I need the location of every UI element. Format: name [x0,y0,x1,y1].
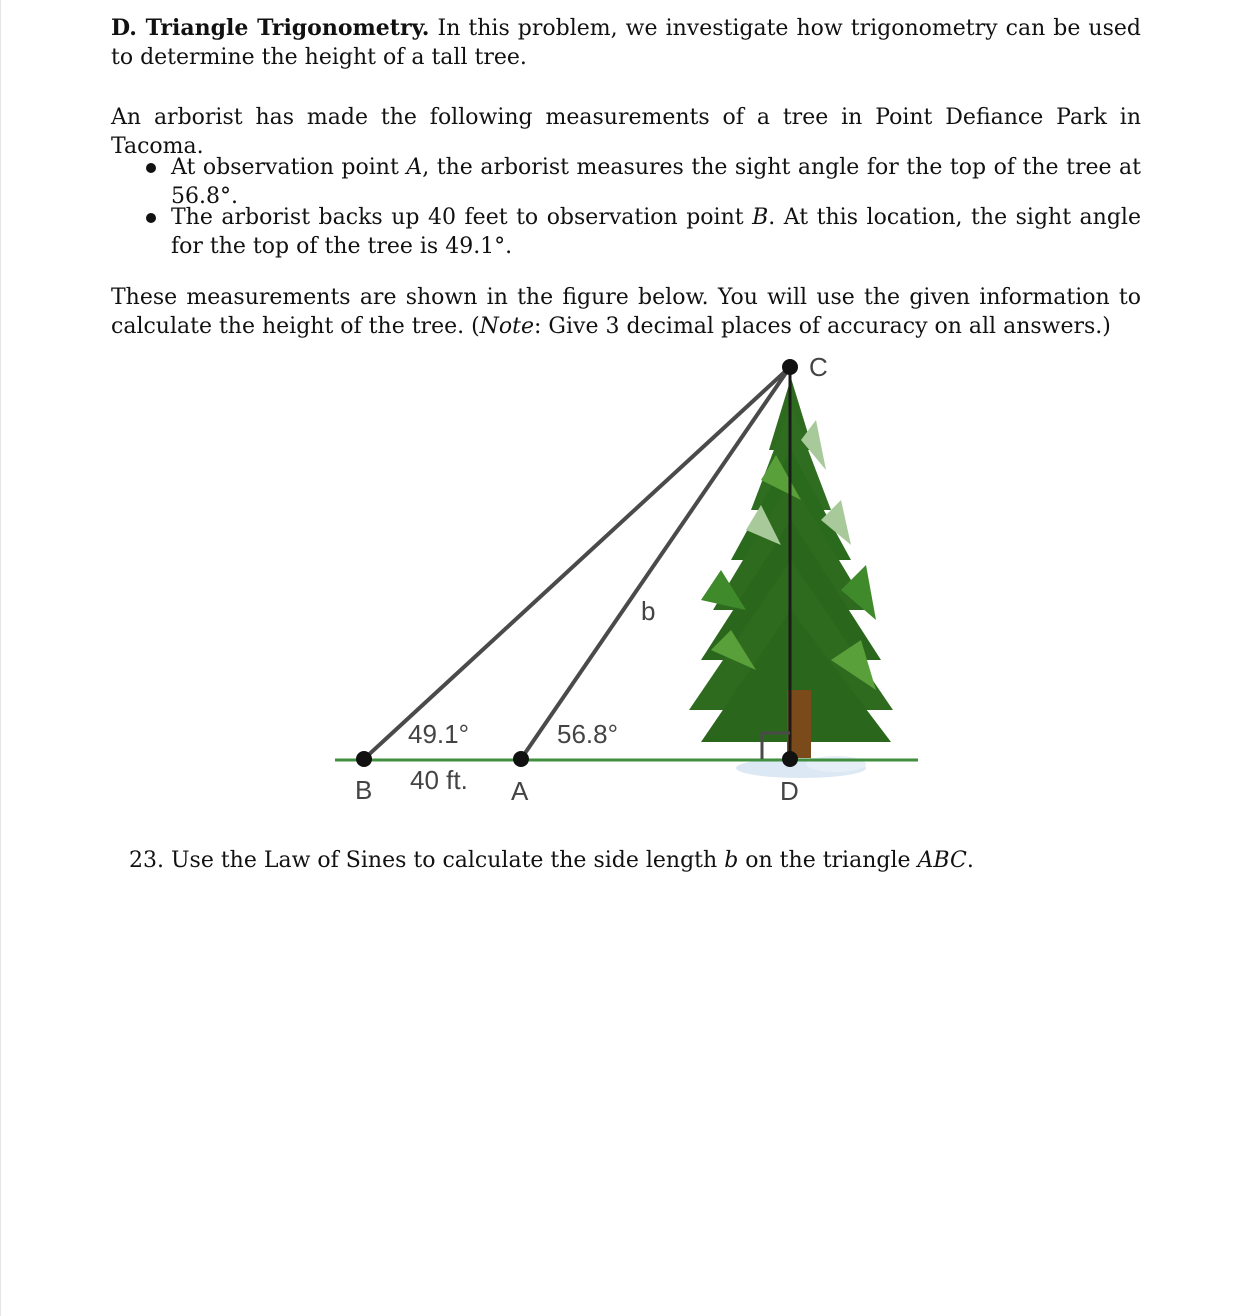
question-variable: b [724,848,739,873]
measurements-intro: An arborist has made the following measurements of a tree in Point Defiance Park in Tacoma. [111,105,1141,159]
bullet-variable: A [406,155,423,180]
question-23 [129,846,1129,875]
label-D: D [780,776,799,806]
question-number: 23. [129,848,164,873]
section-intro-text: In this problem, we investigate how trigonometry can be used to determine the height of a tall tree. [111,16,1141,70]
bullet-text: . At this location, the sight angle for the top of the tree is 49.1°. [171,205,1141,259]
figure-intro-text: These measurements are shown in the figure below. You will use the given information to calculate the height of the tree. ( [111,285,1141,339]
point-C [782,359,798,375]
point-A [513,751,529,767]
angle-A-label: 56.8° [557,719,619,749]
bullet-text: , the arborist measures the sight angle for the top of the tree at 56.8°. [171,155,1141,209]
angle-B-label: 49.1° [408,719,470,749]
distance-BA-label: 40 ft. [410,765,468,795]
label-b: b [641,596,656,626]
tree-triangle-figure [1,0,1248,840]
bullet-variable: B [752,205,769,230]
point-D [782,751,798,767]
section-title: D. Triangle Trigonometry. [111,15,430,41]
label-B: B [355,775,373,805]
bullet-text: The arborist backs up 40 feet to observation point [171,205,753,230]
question-variable: ABC [917,848,967,873]
question-text: . [966,848,974,873]
note-label: Note [479,314,535,339]
point-B [356,751,372,767]
snow-patch [806,756,866,772]
label-A: A [511,776,529,806]
question-text: on the triangle [738,848,918,873]
bullet-text: At observation point [171,155,407,180]
question-text: Use the Law of Sines to calculate the side length [171,848,725,873]
label-C: C [809,352,828,382]
figure-intro-text: : Give 3 decimal places of accuracy on all answers.) [534,314,1111,339]
